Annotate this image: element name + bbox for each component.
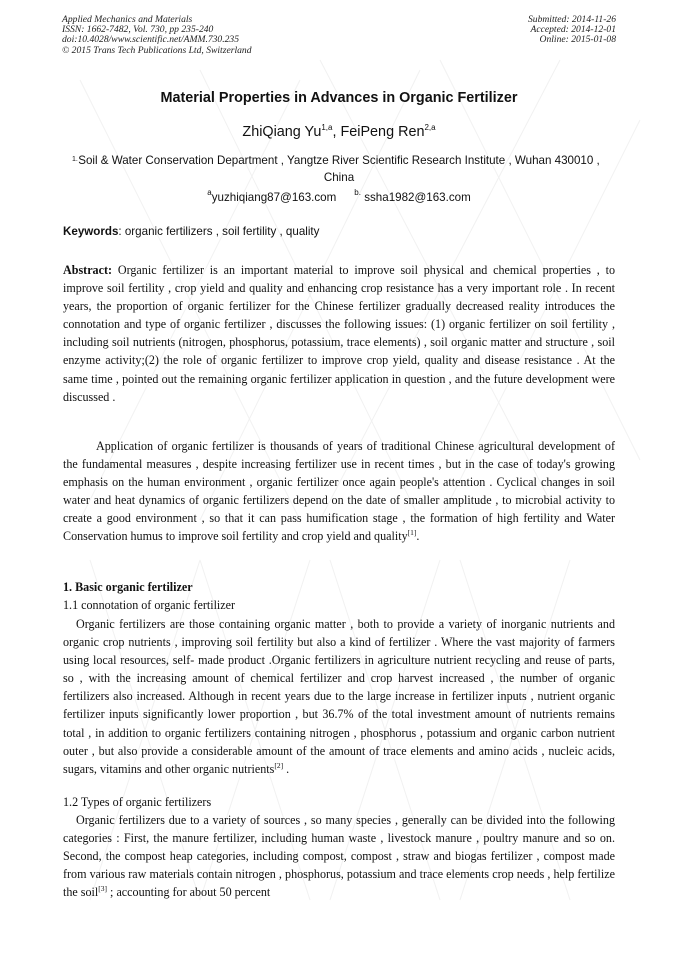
accepted-date: Accepted: 2014-12-01 — [530, 24, 616, 36]
abstract-text: Organic fertilizer is an important material to improve soil physical and chemical properties , to improve soil fertility , crop yield and quality and enhancing crop resistance has a very important role . In recent years, the proportion of organic fertilizer for the Chinese fertilizer gradually decreased reality introduces the connotation and type of organic fertilizer , discusses the following issues: (1) organic fertilizer on soil fertility , including soil nutrients (nitrogen, phosphorus, potassium, trace elements) , soil organic matter and structure , soil enzyme activity;(2) the role of organic fertilizer to improve crop yield, quality and disease resistance . At the same time , pointed out the remaining organic fertilizer application in question , and the future development were discussed . — [63, 263, 615, 404]
author-separator: , — [332, 124, 341, 140]
journal-header-left — [62, 15, 252, 56]
author-1-affiliation: 1,a — [321, 123, 333, 132]
keywords-text: : organic fertilizers , soil fertility , quality — [118, 225, 320, 238]
subsection-1-2-tail: ; accounting for about 50 percent — [107, 885, 271, 900]
author-1: ZhiQiang Yu — [242, 124, 322, 140]
abstract-label: Abstract: — [63, 263, 113, 277]
issn-line: ISSN: 1662-7482, Vol. 730, pp 235-240 — [62, 24, 214, 36]
intro-paragraph — [63, 437, 615, 546]
subsection-1-2-heading: 1.2 Types of organic fertilizers — [63, 795, 212, 809]
email-line — [0, 188, 678, 204]
citation-1: [1] — [407, 528, 417, 538]
keywords-label: Keywords — [63, 225, 119, 238]
intro-end: . — [416, 529, 420, 544]
journal-name: Applied Mechanics and Materials — [62, 14, 193, 25]
journal-header-right — [528, 15, 616, 46]
copyright-line: © 2015 Trans Tech Publications Ltd, Switzerland — [62, 44, 252, 56]
author-2-affiliation: 2,a — [424, 123, 436, 132]
subsection-1-1-text: Organic fertilizers are those containing organic matter , both to provide a variety of inorganic nutrients and organic crop nutrients , improving soil fertility but also a kind of fertilizer . Where the vast majority of farmers using local resources, self- made product .Organic fertilizers in agriculture nutrient recycling and reuse of parts, so , with the increasing amount of chemical fertilizer and crop harvest increased , the number of organic fertilizers also increased. Although in recent years due to the large increase in fertilizer inputs , nutrient organic fertilizer inputs significantly lower proportion , but 36.7% of the total investment amount of nutrients remains total , in addition to organic fertilizers containing nitrogen , phosphorus , potassium and organic carbon nutrient outer , but also provide a considerable amount of the amount of trace elements and amino acids , nucleic acids, sugars, vitamins and other organic nutrients — [63, 617, 615, 776]
subsection-1-2-text: Organic fertilizers due to a variety of sources , so many species , generally can be divided into the following categories : First, the manure fertilizer, including human waste , livestock manure , poultry manure and so on. Second, the compost heap categories, including compost, compost , straw and biogas fertilizer , compost made from various raw materials contain nitrogen , phosphorus, potassium and trace elements crop needs , help fertilize the soil — [63, 813, 615, 900]
citation-3: [3] — [98, 884, 108, 894]
abstract — [63, 261, 615, 406]
section-1-heading: 1. Basic organic fertilizer — [63, 580, 193, 594]
affiliation — [62, 152, 616, 186]
email-b: ssha1982@163.com — [364, 191, 471, 204]
intro-text: Application of organic fertilizer is thousands of years of traditional Chinese agricultural development of the fundamental measures , despite increasing fertilizer use in recent times , but in the case of today's growing emphasis on the human environment , organic fertilizer once again people's attention . Cyclical changes in soil water and heat dynamics of organic fertilizers depend on the date of smaller amplitude , to microbial activity to create a good environment , so that it can pass humification stage , the formation of high fertility and Water Conservation humus to improve soil fertility and crop yield and quality — [63, 439, 615, 544]
subsection-1-1-end: . — [283, 761, 290, 776]
subsection-1-2-body — [63, 811, 615, 901]
author-2: FeiPeng Ren — [340, 124, 425, 140]
email-a: yuzhiqiang87@163.com — [211, 191, 337, 204]
affiliation-mark: 1. — [72, 156, 78, 163]
author-line — [0, 123, 678, 140]
affiliation-text: Soil & Water Conservation Department , Yangtze River Scientific Research Institute , Wuhan 430010 , China — [78, 154, 600, 184]
citation-2: [2] — [274, 760, 284, 770]
subsection-1-1-heading: 1.1 connotation of organic fertilizer — [63, 598, 236, 612]
subsection-1-1-body — [63, 615, 615, 778]
submitted-date: Submitted: 2014-11-26 — [527, 14, 616, 25]
online-date: Online: 2015-01-08 — [539, 34, 616, 46]
email-a-mark: a — [207, 188, 212, 197]
doi-line: doi:10.4028/www.scientific.net/AMM.730.235 — [62, 34, 240, 46]
paper-title: Material Properties in Advances in Organic Fertilizer — [160, 90, 518, 106]
email-b-mark: b. — [354, 188, 361, 197]
keywords — [63, 225, 319, 238]
